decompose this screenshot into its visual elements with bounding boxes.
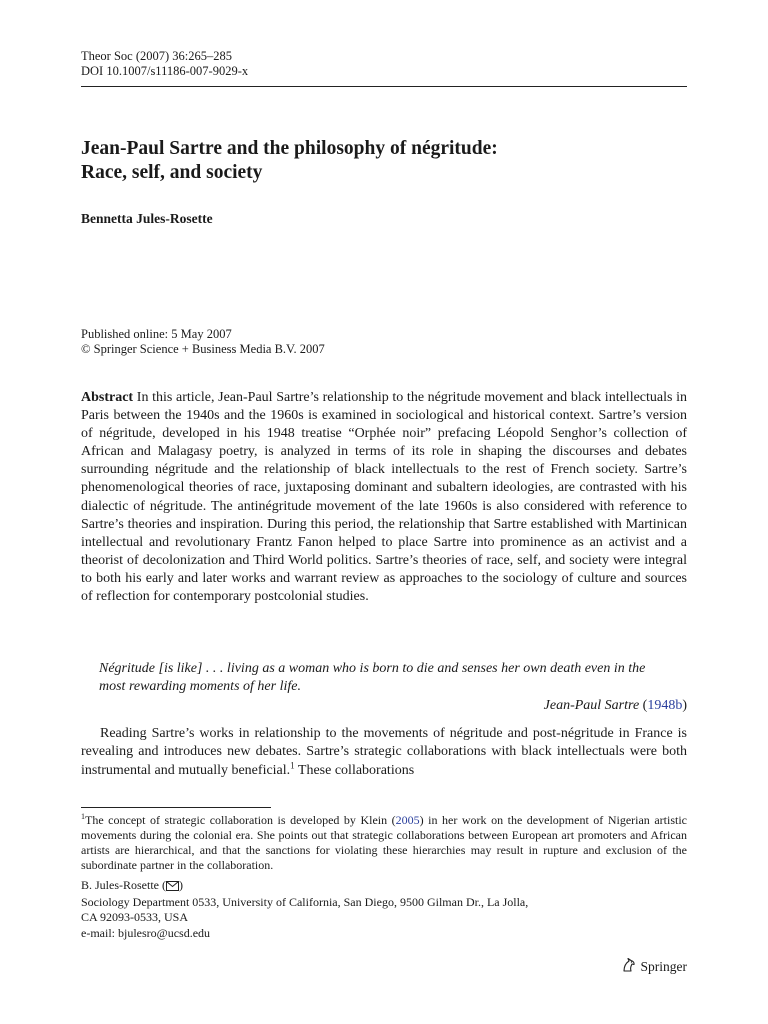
envelope-icon[interactable] [166,880,179,895]
springer-horse-icon [621,957,637,977]
body-text-after: These collaborations [294,762,415,778]
address-email[interactable]: e-mail: bjulesro@ucsd.edu [81,925,211,940]
published-date: Published online: 5 May 2007 [81,327,232,341]
publisher-name: Springer [640,959,687,974]
abstract [81,389,687,606]
address-city: CA 92093-0533, USA [81,910,189,925]
address-name: B. Jules-Rosette ( [81,878,166,892]
footnote-rule [81,807,271,808]
copyright: © Springer Science + Business Media B.V. 2007 [81,342,325,356]
header-rule [81,86,687,87]
publisher-logo [621,957,688,977]
footnote-text-before: The concept of strategic collaboration is developed by Klein ( [85,813,396,827]
journal-header [81,49,248,79]
footnote-citation-link[interactable]: 2005 [395,813,420,827]
address-name-line [81,878,528,895]
footnote-number: 1 [81,812,85,821]
publication-info [81,327,325,357]
epigraph-author: Jean-Paul Sartre [543,698,640,713]
epigraph-citation-link[interactable]: 1948b [647,698,683,713]
epigraph-attribution: Jean-Paul Sartre (1948b) [543,698,687,713]
footnote-mark-link[interactable]: 1 [290,759,295,770]
body-text: Reading Sartre’s works in relationship to the movements of négritude and post-négritude in France is revealing and introduces new debates. Sartre’s strategic collaborations with black intellectuals were both instrumental and mutually beneficial. [81,726,687,778]
author-name: Bennetta Jules-Rosette [81,211,213,226]
address-name-close: ) [179,878,183,892]
doi[interactable]: DOI 10.1007/s11186-007-9029-x [81,64,249,78]
title-line-1: Jean-Paul Sartre and the philosophy of négritude: [81,138,498,159]
paper-page [81,0,687,1024]
author-address [81,878,528,941]
paper-title [81,137,687,185]
epigraph-quote: Négritude [is like] . . . living as a woman who is born to die and senses her own death even in the most rewarding moments of her life. [99,661,646,694]
address-dept: Sociology Department 0533, University of California, San Diego, 9500 Gilman Dr., La Jolla, [81,895,529,910]
title-line-2: Race, self, and society [81,162,263,183]
journal-citation: Theor Soc (2007) 36:265–285 [81,49,233,63]
abstract-text: In this article, Jean-Paul Sartre’s relationship to the négritude movement and black intellectuals in Paris between the 1940s and the 1960s is examined in sociological and historical context. Sartre’s version of négritude, developed in his 1948 treatise “Orphée noir” prefacing Léopold Senghor’s collection of African and Malagasy poetry, is analyzed in terms of its role in shaping the discourses and debates surrounding négritude and the relationship of black intellectuals to the rest of French society. Sartre’s phenomenological theories of race, juxtaposing dominant and subaltern ideologies, are contrasted with his dialectic of négritude. The antinégritude movement of the late 1960s is also considered with reference to Sartre’s theories and inspiration. During this period, the relationship that Sartre established with Martinican intellectual and revolutionary Frantz Fanon helped to place Sartre into prominence as an activist and a theorist of decolonization and Third World politics. Sartre’s theories of race, self, and society were integral to both his early and later works and warrant review as approaches to the sociology of culture and sources of reflection for contemporary postcolonial studies. [81,390,688,605]
body-paragraph [81,725,687,780]
footnote-text-after: ) in her work on the development of Nigerian artistic movements during the colonial era. She points out that strategic collaborations between European art promoters and African artists are hierarchical, and that the sanctions for violating these hierarchies may result in rupture and exclusion of the subordinate partner in the collaboration. [81,813,687,873]
footnote [81,813,687,873]
abstract-label: Abstract [81,390,134,405]
